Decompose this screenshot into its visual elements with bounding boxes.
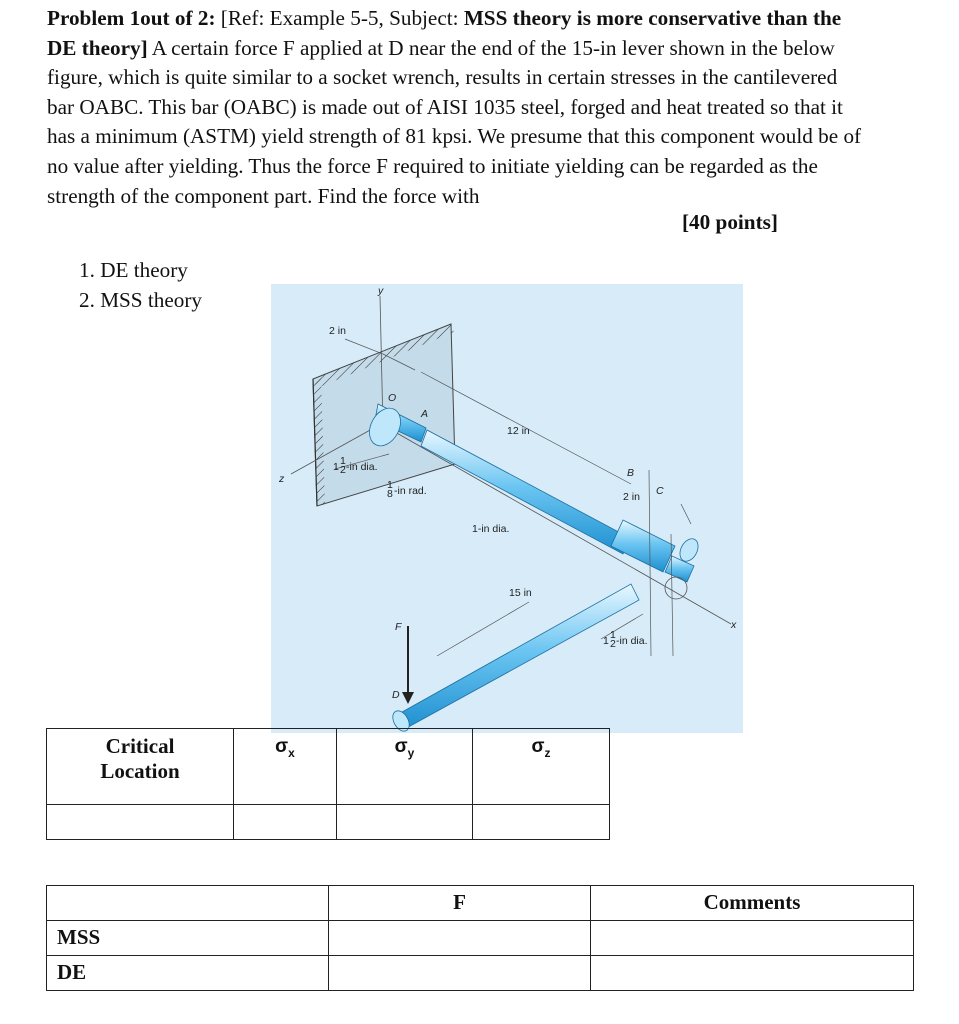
problem-body: A certain force F applied at D near the end of the 15-in lever shown in the below figure, which is quite similar to a socket wrench, results in certain stresses in the cantilevered bar OABC. This bar (OABC) is made out of AISI 1035 steel, forged and heat treated so that it has a minimum (ASTM) yield strength of 81 kpsi. We presume that this component would be of no value after yielding. Thus the force F required to initiate yielding can be regarded as the strength of the component part. Find the force with xyxy=(47,35,862,208)
problem-heading: Problem 1out of 2: xyxy=(47,6,216,30)
label-z: z xyxy=(279,473,285,485)
lever-figure xyxy=(271,284,743,733)
label-o: O xyxy=(388,392,397,404)
force-cell-de-f[interactable] xyxy=(329,956,591,991)
svg-text:-in rad.: -in rad. xyxy=(394,485,427,497)
force-cell-mss-f[interactable] xyxy=(329,921,591,956)
label-y: y xyxy=(378,285,384,297)
svg-text:2: 2 xyxy=(610,638,616,650)
label-1half-dia-right xyxy=(603,629,648,650)
label-1in-dia: 1-in dia. xyxy=(472,523,510,535)
header-critical: Critical xyxy=(105,734,175,758)
task-item-de: 1. DE theory xyxy=(79,258,188,282)
svg-text:8: 8 xyxy=(387,488,393,500)
stress-header-sy: $\sigma_y$ xyxy=(337,729,473,805)
problem-subject: MSS theory is more conservative than the DE theory] xyxy=(47,6,842,60)
task-item-mss: 2. MSS theory xyxy=(79,287,203,312)
problem-ref: [Ref: Example 5-5, Subject: xyxy=(215,6,464,30)
stress-cell-sy[interactable] xyxy=(337,805,473,840)
label-f: F xyxy=(395,621,402,633)
force-row-mss-label: MSS xyxy=(47,921,329,956)
label-a: A xyxy=(421,408,429,420)
svg-text:1: 1 xyxy=(387,479,393,491)
bar-oabc xyxy=(363,403,701,599)
svg-text:1: 1 xyxy=(603,635,609,647)
stress-cell-sx[interactable] xyxy=(234,805,337,840)
lever-bar xyxy=(389,584,639,733)
stress-table xyxy=(46,728,610,840)
problem-statement xyxy=(47,4,867,211)
force-cell-de-comments[interactable] xyxy=(591,956,914,991)
task-list xyxy=(79,256,202,315)
svg-text:1: 1 xyxy=(610,629,616,641)
points-label: [40 points] xyxy=(682,210,778,234)
label-x: x xyxy=(731,619,737,631)
svg-text:2: 2 xyxy=(340,464,346,476)
lever-diagram xyxy=(271,284,743,733)
stress-header-location xyxy=(47,729,234,805)
svg-text:1: 1 xyxy=(333,461,339,473)
label-12in: 12 in xyxy=(507,425,530,437)
force-cell-mss-comments[interactable] xyxy=(591,921,914,956)
header-location: Location xyxy=(100,759,180,783)
svg-text:-in dia.: -in dia. xyxy=(346,461,378,473)
label-d: D xyxy=(392,689,400,701)
label-2in-right: 2 in xyxy=(623,491,640,503)
stress-cell-location[interactable] xyxy=(47,805,234,840)
label-c: C xyxy=(656,485,664,497)
force-arrow xyxy=(402,626,414,704)
force-table xyxy=(46,885,914,991)
label-15in: 15 in xyxy=(509,587,532,599)
svg-text:1: 1 xyxy=(340,455,346,467)
force-header-blank xyxy=(47,886,329,921)
label-b: B xyxy=(627,467,635,479)
svg-text:-in dia.: -in dia. xyxy=(616,635,648,647)
stress-cell-sz[interactable] xyxy=(473,805,610,840)
stress-header-sx: $\sigma_x$ xyxy=(234,729,337,805)
force-header-comments: Comments xyxy=(591,886,914,921)
force-header-f: F xyxy=(329,886,591,921)
label-2in-top: 2 in xyxy=(329,325,346,337)
force-row-de-label: DE xyxy=(47,956,329,991)
stress-header-sz: $\sigma_z$ xyxy=(473,729,610,805)
